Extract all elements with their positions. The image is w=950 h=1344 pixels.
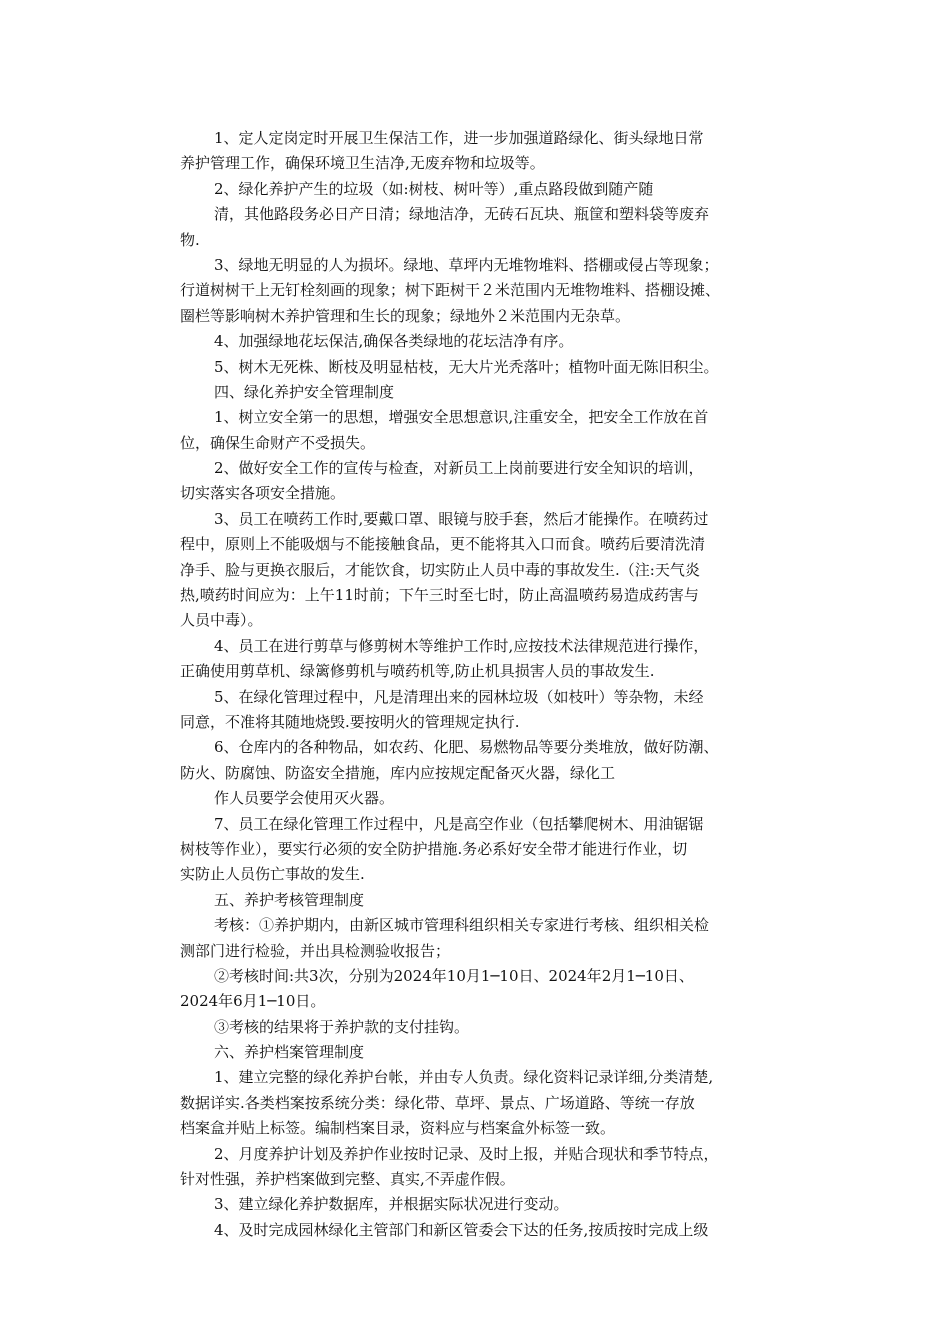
text-line: 切实落实各项安全措施。: [180, 484, 346, 503]
text-line: 5、在绿化管理过程中，凡是清理出来的园林垃圾（如枝叶）等杂物，未经: [214, 687, 704, 706]
text-line: 同意，不准将其随地烧毁.要按明火的管理规定执行.: [180, 712, 520, 731]
text-line: 3、员工在喷药工作时,要戴口罩、眼镜与胶手套，然后才能操作。在喷药过: [214, 509, 709, 528]
text-line: 1、树立安全第一的思想，增强安全思想意识,注重安全，把安全工作放在首: [214, 408, 709, 427]
text-line: 人员中毒）。: [180, 611, 263, 630]
text-line: 作人员要学会使用灭火器。: [214, 789, 395, 808]
text-line: 程中，原则上不能吸烟与不能接触食品，更不能将其入口而食。喷药后要清洗清: [180, 535, 706, 554]
text-line: ②考核时间:共3次，分别为2024年10月1─10日、2024年2月1─10日、: [214, 966, 694, 985]
text-line: 养护管理工作，确保环境卫生洁净,无废弃物和垃圾等。: [180, 154, 545, 173]
text-line: 行道树树干上无钉栓刻画的现象；树下距树干２米范围内无堆物堆料、搭棚设摊、: [180, 281, 721, 300]
text-line: 位，确保生命财产不受损失。: [180, 433, 376, 452]
text-line: 6、仓库内的各种物品，如农药、化肥、易燃物品等要分类堆放，做好防潮、: [214, 738, 719, 757]
text-line: 7、员工在绿化管理工作过程中，凡是高空作业（包括攀爬树木、用油锯锯: [214, 814, 704, 833]
text-line: 热,喷药时间应为：上午11时前；下午三时至七时，防止高温喷药易造成药害与: [180, 586, 699, 605]
text-line: 1、定人定岗定时开展卫生保洁工作，进一步加强道路绿化、街头绿地日常: [214, 129, 704, 147]
section-heading: 六、养护档案管理制度: [214, 1043, 365, 1062]
text-line: 档案盒并贴上标签。编制档案目录，资料应与档案盒外标签一致。: [180, 1119, 616, 1138]
document-page: [180, 126, 780, 1243]
text-line: 物.: [180, 230, 200, 249]
section-heading: 四、绿化养护安全管理制度: [214, 382, 395, 401]
text-line: 3、绿地无明显的人为损坏。绿地、草坪内无堆物堆料、搭棚或侵占等现象；: [214, 255, 719, 274]
text-line: 4、及时完成园林绿化主管部门和新区管委会下达的任务,按质按时完成上级: [214, 1220, 709, 1239]
text-line: 针对性强，养护档案做到完整、真实,不弄虚作假。: [180, 1170, 515, 1189]
text-line: 测部门进行检验，并出具检测验收报告；: [180, 941, 451, 960]
text-line: 树枝等作业），要实行必须的安全防护措施.务必系好安全带才能进行作业，切: [180, 839, 688, 858]
text-line: 4、员工在进行剪草与修剪树木等维护工作时,应按技术法律规范进行操作，: [214, 636, 709, 655]
text-line: 正确使用剪草机、绿篱修剪机与喷药机等,防止机具损害人员的事故发生.: [180, 662, 655, 681]
text-line: 2、绿化养护产生的垃圾（如:树枝、树叶等）,重点路段做到随产随: [214, 179, 654, 198]
text-line: 2024年6月1─10日。: [180, 992, 326, 1011]
text-line: 3、建立绿化养护数据库，并根据实际状况进行变动。: [214, 1195, 569, 1214]
text-line: 5、树木无死株、断枝及明显枯枝，无大片光秃落叶；植物叶面无陈旧积尘。: [214, 357, 719, 376]
text-line: 圈栏等影响树木养护管理和生长的现象；绿地外２米范围内无杂草。: [180, 306, 631, 325]
text-line: 1、建立完整的绿化养护台帐，并由专人负责。绿化资料记录详细,分类清楚,: [214, 1068, 714, 1087]
text-line: 实防止人员伤亡事故的发生.: [180, 865, 365, 884]
text-line: 净手、脸与更换衣服后，才能饮食，切实防止人员中毒的事故发生.（注:天气炎: [180, 560, 700, 579]
text-line: 4、加强绿地花坛保洁,确保各类绿地的花坛洁净有序。: [214, 332, 574, 351]
text-line: 2、做好安全工作的宣传与检查，对新员工上岗前要进行安全知识的培训，: [214, 459, 704, 478]
text-line: 清，其他路段务必日产日清；绿地洁净，无砖石瓦块、瓶筐和塑料袋等废弃: [214, 205, 710, 224]
text-line: 数据详实.各类档案按系统分类：绿化带、草坪、景点、广场道路、等统一存放: [180, 1093, 695, 1112]
text-line: ③考核的结果将于养护款的支付挂钩。: [214, 1017, 470, 1036]
section-heading: 五、养护考核管理制度: [214, 890, 365, 909]
text-line: 2、月度养护计划及养护作业按时记录、及时上报，并贴合现状和季节特点，: [214, 1144, 719, 1163]
text-line: 考核：①养护期内，由新区城市管理科组织相关专家进行考核、组织相关检: [214, 916, 710, 935]
text-line: 防火、防腐蚀、防盗安全措施，库内应按规定配备灭火器，绿化工: [180, 763, 616, 782]
